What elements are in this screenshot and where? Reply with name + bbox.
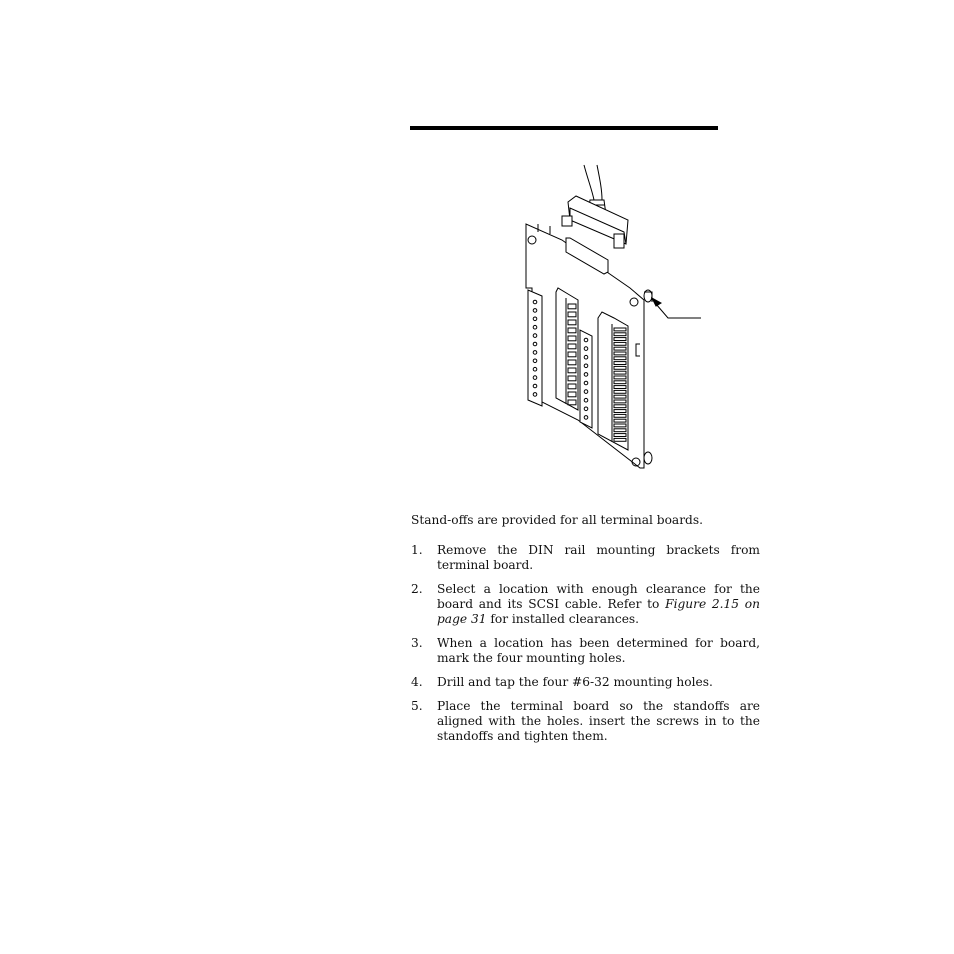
scsi-cable: [584, 165, 594, 200]
step-2: [411, 582, 760, 627]
step-4: [411, 675, 760, 690]
step-number: 1 .: [411, 543, 423, 558]
terminal-block-lower: [580, 330, 592, 428]
leader-line: [656, 304, 701, 318]
step-text: Drill and tap the four #6-32 mounting holes.: [437, 675, 713, 689]
step-text: Select a location with enough clearance for the board and its SCSI cable. Refer to: [437, 582, 760, 611]
terminal-block-center: [556, 288, 578, 410]
step-number: 2 .: [411, 582, 423, 597]
step-number: 4 .: [411, 675, 423, 690]
terminal-block-right: [598, 312, 628, 450]
step-text-end: for installed clearances.: [486, 612, 640, 626]
steps-list: [411, 543, 760, 753]
step-1: [411, 543, 760, 573]
section-rule: [410, 126, 718, 130]
step-text: Remove the DIN rail mounting brackets from terminal board.: [437, 543, 760, 572]
figure-reference-link[interactable]: Figure 2.15 on page 31: [437, 597, 760, 626]
step-5: [411, 699, 760, 744]
step-number: 5 .: [411, 699, 423, 714]
intro-text: Stand-offs are provided for all terminal boards.: [411, 513, 703, 527]
standoff-bottom-right: [644, 452, 652, 464]
step-text: When a location has been determined for board, mark the four mounting holes.: [437, 636, 760, 665]
arrow-head: [652, 298, 661, 306]
step-3: [411, 636, 760, 666]
step-number: 3 .: [411, 636, 423, 651]
terminal-board-figure: [518, 160, 748, 480]
step-text: Place the terminal board so the standoffs are aligned with the holes. insert the screws in to the standoffs and tighten them.: [437, 699, 760, 743]
terminal-block-left: [528, 290, 542, 406]
